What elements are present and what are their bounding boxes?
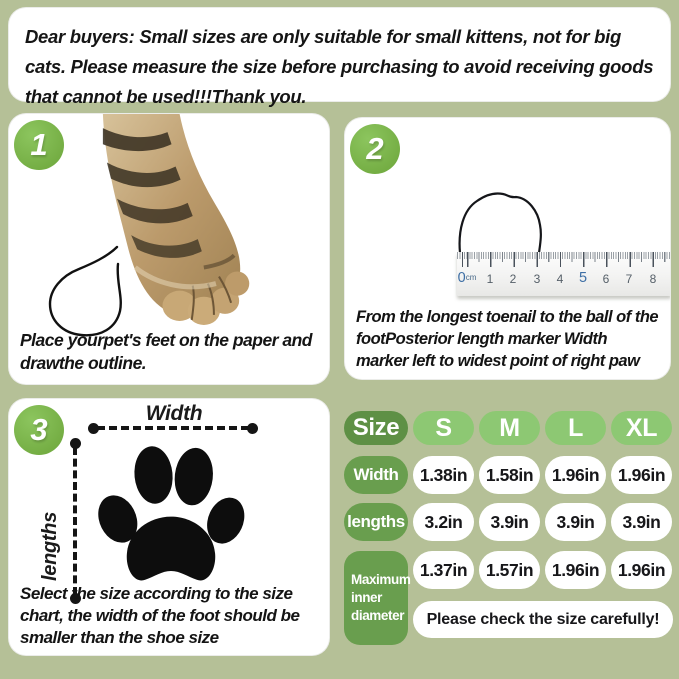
measure-endpoint-dot xyxy=(88,423,99,434)
step-1-badge: 1 xyxy=(14,120,64,170)
lengths-label: lengths xyxy=(39,511,61,581)
step-panel-2 xyxy=(344,117,671,380)
width-row xyxy=(344,456,673,494)
size-col-l: L xyxy=(545,411,606,445)
diameter-values xyxy=(413,551,673,589)
ruler-number-3: 3 xyxy=(533,272,541,286)
step-3-badge: 3 xyxy=(14,405,64,455)
diameter-value-l: 1.96in xyxy=(545,551,606,589)
ruler-unit: cm xyxy=(465,273,477,282)
step-1-caption: Place yourpet's feet on the paper and drawthe outline. xyxy=(20,330,312,373)
diameter-row xyxy=(344,551,673,645)
notice-text: Dear buyers: Small sizes are only suitable for small kittens, not for big cats. Please measure the size before purchasing to avoid receiving goods that cannot be used!!!Thank you. xyxy=(25,26,654,107)
step-2-badge: 2 xyxy=(350,124,400,174)
width-measure-line xyxy=(97,426,249,430)
lengths-value-xl: 3.9in xyxy=(611,503,672,541)
ruler xyxy=(457,252,671,296)
width-value-m: 1.58in xyxy=(479,456,540,494)
ruler-number-4: 4 xyxy=(556,272,564,286)
size-chart-header-row xyxy=(344,411,673,445)
lengths-value-s: 3.2in xyxy=(413,503,474,541)
width-label: Width xyxy=(145,402,203,425)
step-2-caption: From the longest toenail to the ball of the footPosterior length marker Width marker left to widest point of right paw xyxy=(356,308,659,370)
toe-outline-drawing xyxy=(456,191,551,253)
step-panel-3 xyxy=(8,398,330,656)
step-panel-1 xyxy=(8,113,330,385)
row-label-max-inner-diameter: Maximum inner diameter xyxy=(344,551,408,645)
ruler-number-8: 8 xyxy=(649,272,657,286)
diameter-value-xl: 1.96in xyxy=(611,551,672,589)
paw-print xyxy=(95,443,247,595)
ruler-number-7: 7 xyxy=(625,272,633,286)
step-3-caption: Select the size according to the size chart, the width of the foot should be smaller than the shoe size xyxy=(20,584,300,647)
ruler-number-6: 6 xyxy=(602,272,610,286)
ruler-number-0: 0cm xyxy=(457,270,477,286)
measure-endpoint-dot xyxy=(70,438,81,449)
size-col-xl: XL xyxy=(611,411,672,445)
length-measure-line xyxy=(73,447,77,595)
ruler-number-1: 1 xyxy=(486,272,494,286)
size-col-m: M xyxy=(479,411,540,445)
notice-panel xyxy=(8,7,671,107)
width-value-s: 1.38in xyxy=(413,456,474,494)
lengths-value-l: 3.9in xyxy=(545,503,606,541)
width-value-l: 1.96in xyxy=(545,456,606,494)
size-col-s: S xyxy=(413,411,474,445)
ruler-number-2: 2 xyxy=(509,272,517,286)
diameter-value-m: 1.57in xyxy=(479,551,540,589)
size-check-note: Please check the size carefully! xyxy=(413,601,673,638)
ruler-ticks xyxy=(457,252,671,268)
lengths-row xyxy=(344,503,673,541)
size-chart-corner: Size xyxy=(344,411,408,445)
row-label-lengths: lengths xyxy=(344,503,408,541)
diameter-value-s: 1.37in xyxy=(413,551,474,589)
paw-outline-drawing xyxy=(47,244,147,339)
size-chart xyxy=(344,411,673,645)
row-label-width: Width xyxy=(344,456,408,494)
ruler-number-5: 5 xyxy=(578,270,588,286)
lengths-value-m: 3.9in xyxy=(479,503,540,541)
width-value-xl: 1.96in xyxy=(611,456,672,494)
measure-endpoint-dot xyxy=(247,423,258,434)
